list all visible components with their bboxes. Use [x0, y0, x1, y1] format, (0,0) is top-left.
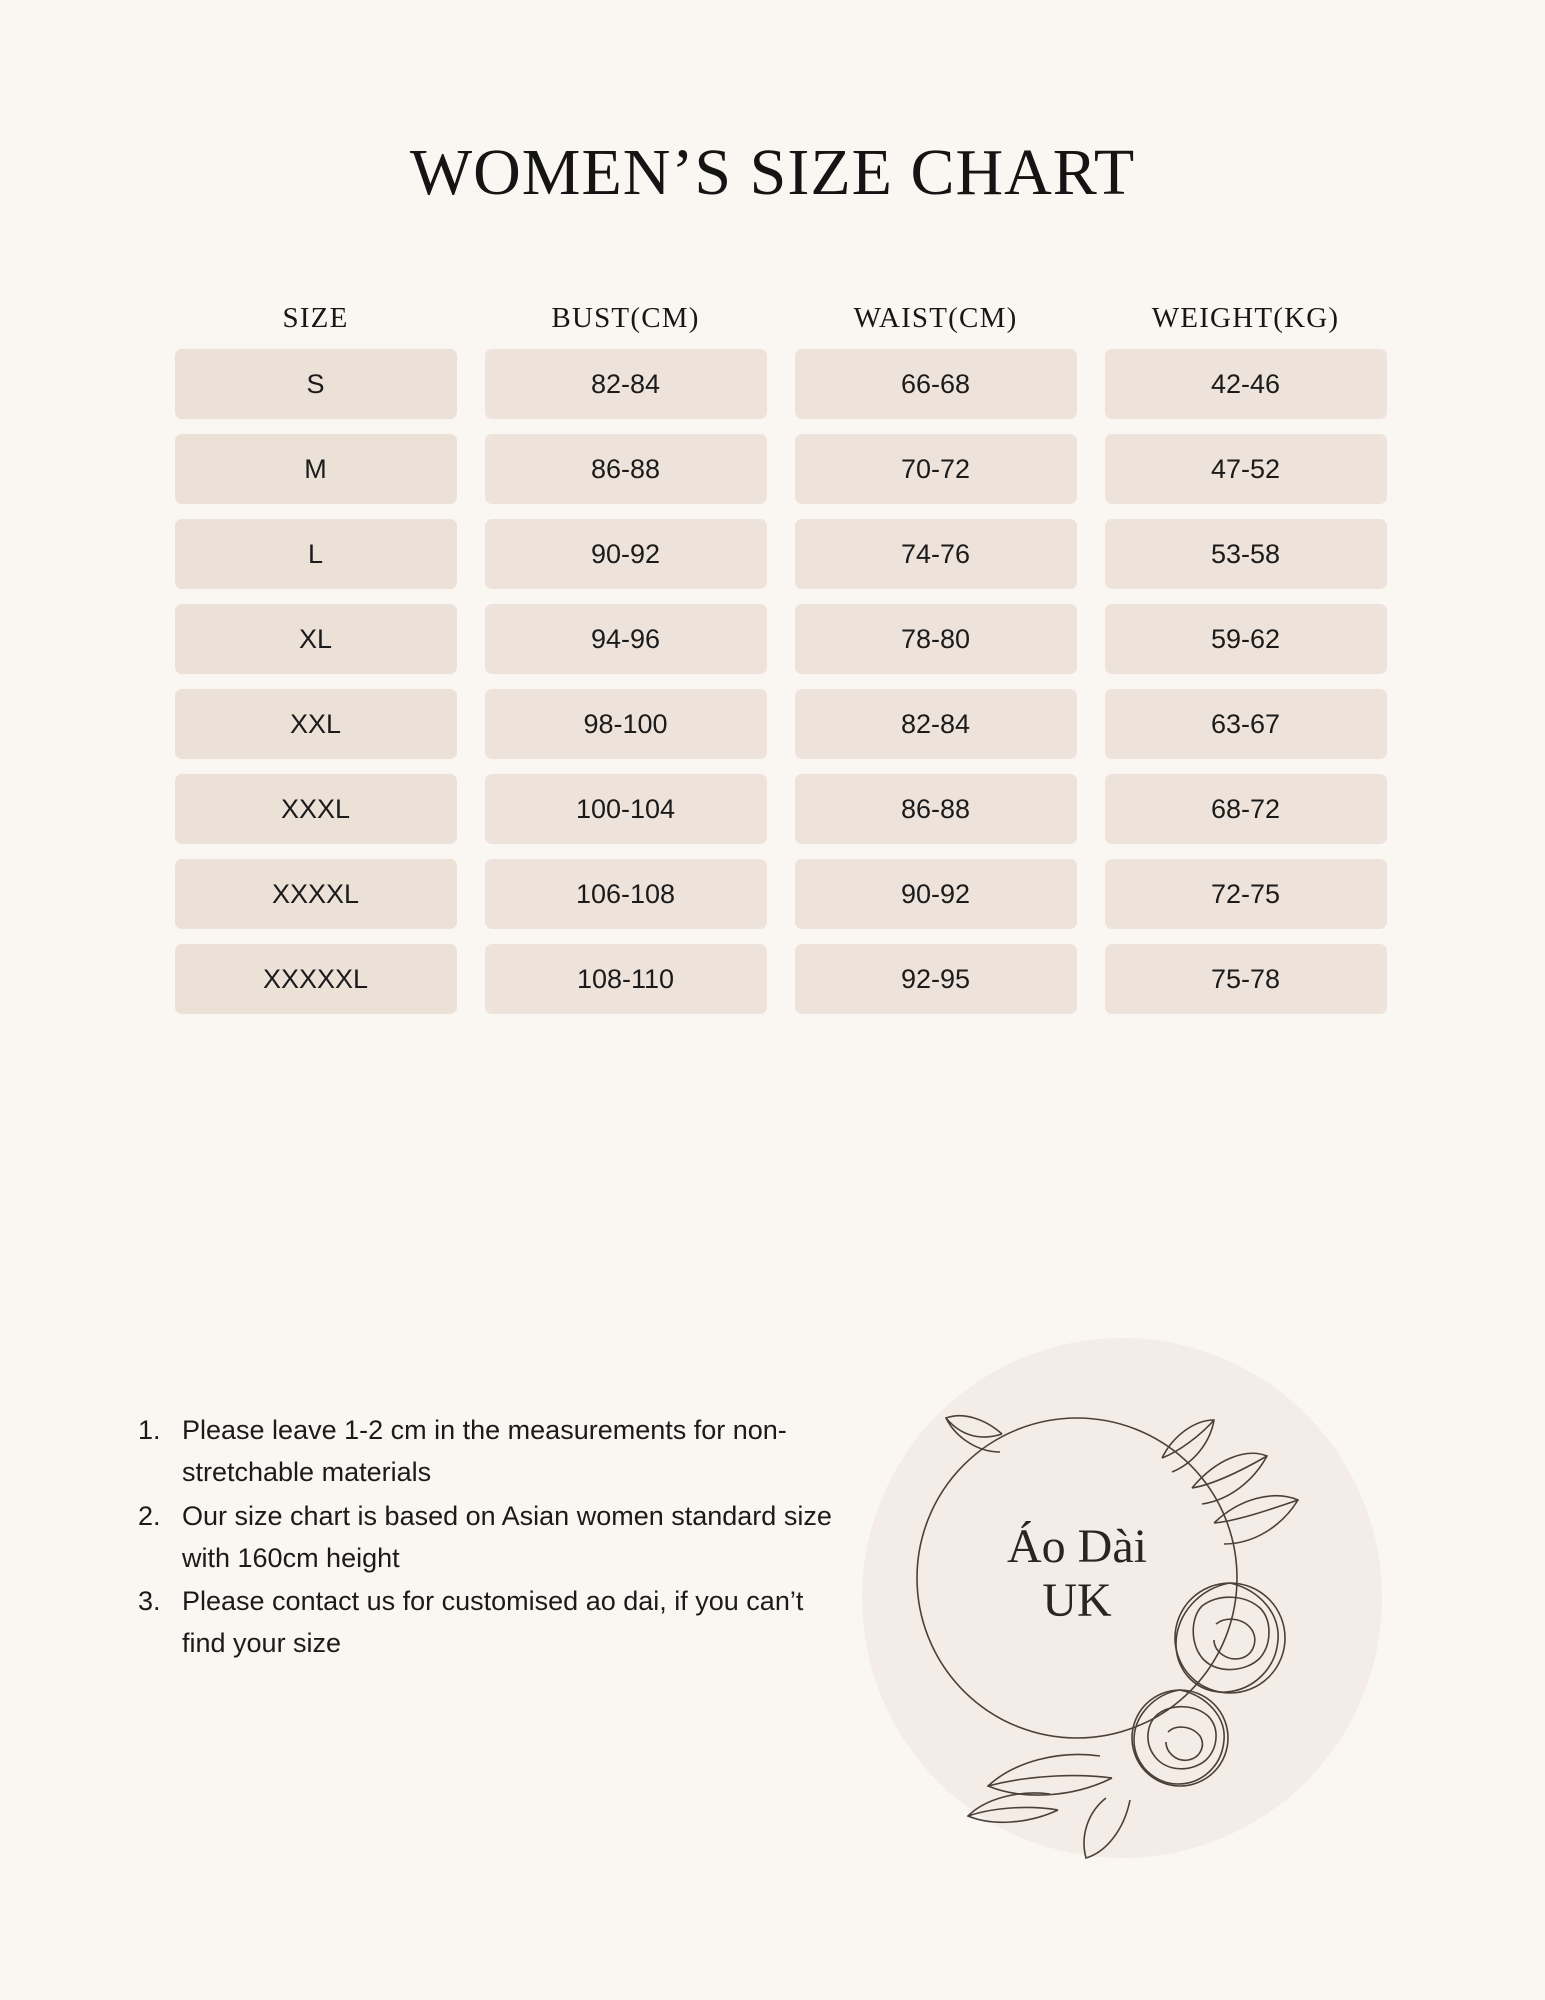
list-item: [138, 1496, 838, 1580]
note-number: 3.: [138, 1586, 161, 1617]
page-title: WOMEN’S SIZE CHART: [409, 136, 1136, 209]
table-row: [161, 774, 1393, 844]
cell-size: M: [175, 434, 457, 504]
cell-weight: 59-62: [1105, 604, 1387, 674]
cell-waist: 78-80: [795, 604, 1077, 674]
cell-bust: 82-84: [485, 349, 767, 419]
cell-size: XXXXXL: [175, 944, 457, 1014]
cell-weight: 72-75: [1105, 859, 1387, 929]
cell-waist: 66-68: [795, 349, 1077, 419]
cell-weight: 68-72: [1105, 774, 1387, 844]
cell-size: XXXL: [175, 774, 457, 844]
cell-waist: 90-92: [795, 859, 1077, 929]
cell-waist: 92-95: [795, 944, 1077, 1014]
cell-weight: 47-52: [1105, 434, 1387, 504]
table-header-row: [161, 302, 1393, 349]
note-text: Please leave 1-2 cm in the measurements for non-stretchable materials: [182, 1415, 787, 1487]
cell-bust: 86-88: [485, 434, 767, 504]
table-row: [161, 434, 1393, 504]
cell-waist: 70-72: [795, 434, 1077, 504]
cell-waist: 86-88: [795, 774, 1077, 844]
cell-waist: 74-76: [795, 519, 1077, 589]
cell-size: XXL: [175, 689, 457, 759]
cell-bust: 106-108: [485, 859, 767, 929]
note-text: Our size chart is based on Asian women standard size with 160cm height: [182, 1500, 832, 1573]
note-text: Please contact us for customised ao dai, if you can’t find your size: [182, 1586, 804, 1659]
table-row: [161, 349, 1393, 419]
note-number: 1.: [138, 1415, 161, 1445]
cell-bust: 100-104: [485, 774, 767, 844]
column-header-size: SIZE: [282, 302, 349, 334]
cell-bust: 98-100: [485, 689, 767, 759]
table-row: [161, 944, 1393, 1014]
cell-weight: 53-58: [1105, 519, 1387, 589]
cell-bust: 90-92: [485, 519, 767, 589]
column-header-waist: WAIST(CM): [853, 302, 1018, 334]
cell-weight: 75-78: [1105, 944, 1387, 1014]
cell-weight: 63-67: [1105, 689, 1387, 759]
cell-size: XXXXL: [175, 859, 457, 929]
cell-bust: 108-110: [485, 944, 767, 1014]
brand-logo: [862, 1338, 1407, 1883]
table-row: [161, 519, 1393, 589]
column-header-bust: BUST(CM): [551, 302, 700, 334]
size-table: [153, 206, 1393, 1014]
list-item: [138, 1581, 838, 1665]
table-row: [161, 604, 1393, 674]
column-header-weight: WEIGHT(KG): [1151, 302, 1340, 334]
cell-weight: 42-46: [1105, 349, 1387, 419]
list-item: [138, 1410, 838, 1494]
logo-wordmark: [862, 1520, 1292, 1628]
cell-size: L: [175, 519, 457, 589]
table-row: [161, 859, 1393, 929]
cell-waist: 82-84: [795, 689, 1077, 759]
table-row: [161, 689, 1393, 759]
notes-list: [138, 1410, 838, 1667]
logo-line-1: Áo Dài: [1007, 1520, 1147, 1573]
cell-bust: 94-96: [485, 604, 767, 674]
note-number: 2.: [138, 1500, 161, 1531]
cell-size: S: [175, 349, 457, 419]
cell-size: XL: [175, 604, 457, 674]
logo-line-2: UK: [1042, 1573, 1112, 1627]
